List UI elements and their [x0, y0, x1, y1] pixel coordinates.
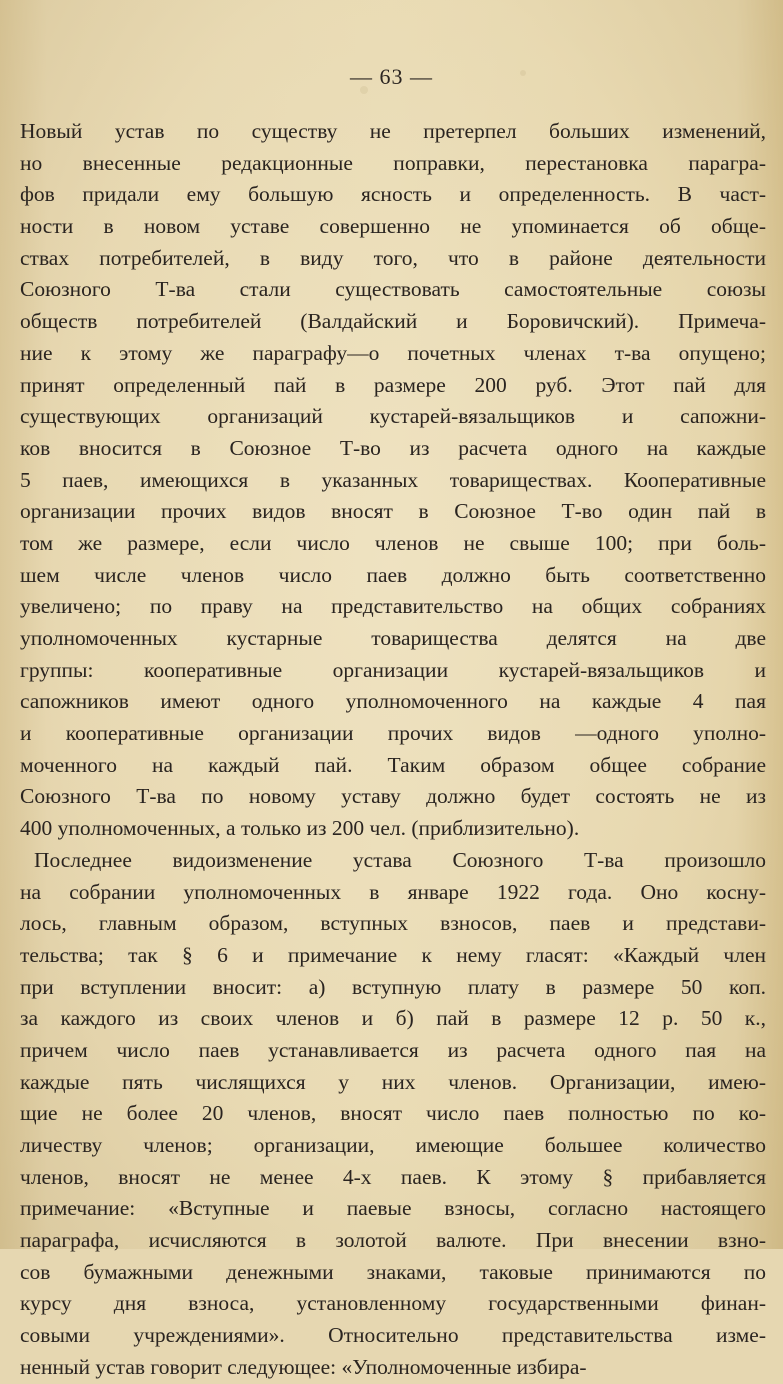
text-line: 400 уполномоченных, а только из 200 чел. (приблизительно).: [20, 816, 580, 841]
text-line: группы: кооперативные организации кустарей-вязальщиков и: [20, 657, 766, 682]
text-line: существующих организаций кустарей-вязальщиков и сапожни-: [20, 404, 766, 429]
text-line: сов бумажными денежными знаками, таковые принимаются по: [20, 1259, 766, 1284]
text-line: за каждого из своих членов и б) пай в размере 12 р. 50 к.,: [20, 1006, 766, 1031]
text-line: лось, главным образом, вступных взносов, паев и представи-: [20, 911, 766, 936]
text-line: Союзного Т-ва стали существовать самостоятельные союзы: [20, 277, 766, 302]
text-line: Новый устав по существу не претерпел больших изменений,: [20, 119, 766, 143]
text-line: тельства; так § 6 и примечание к нему гласят: «Каждый член: [20, 942, 766, 967]
text-line: курсу дня взноса, установленному государственными финан-: [20, 1291, 766, 1316]
text-line: причем число паев устанавливается из расчета одного пая на: [20, 1037, 766, 1062]
text-line: при вступлении вносит: а) вступную плату в размере 50 коп.: [20, 974, 766, 999]
text-line: параграфа, исчисляются в золотой валюте. При внесении взно-: [20, 1228, 766, 1253]
paragraph: [20, 845, 766, 1384]
text-line: 5 паев, имеющихся в указанных товариществах. Кооперативные: [20, 467, 766, 492]
text-line: ков вносится в Союзное Т-во из расчета одного на каждые: [20, 435, 766, 460]
text-line: ности в новом уставе совершенно не упоминается об обще-: [20, 214, 766, 239]
text-line: каждые пять числящихся у них членов. Организации, имею-: [20, 1069, 766, 1094]
text-line: щие не более 20 членов, вносят число паев полностью по ко-: [20, 1101, 766, 1126]
text-line: но внесенные редакционные поправки, перестановка парагра-: [20, 150, 766, 175]
text-line: и кооперативные организации прочих видов —одного уполно-: [20, 721, 766, 746]
paragraph: [20, 116, 766, 845]
text-line: Союзного Т-ва по новому уставу должно будет состоять не из: [20, 784, 766, 809]
text-line: моченного на каждый пай. Таким образом общее собрание: [20, 752, 766, 777]
body-text: [20, 116, 766, 1384]
text-line: обществ потребителей (Валдайский и Боровичский). Примеча-: [20, 309, 766, 334]
text-line: членов, вносят не менее 4-х паев. К этому § прибавляется: [20, 1164, 766, 1189]
text-line: шем числе членов число паев должно быть соответственно: [20, 562, 766, 587]
text-line: ствах потребителей, в виду того, что в районе деятельности: [20, 245, 766, 270]
text-line: увеличено; по праву на представительство на общих собраниях: [20, 594, 766, 619]
page-number: — 63 —: [350, 64, 433, 89]
text-line: том же размере, если число членов не свыше 100; при боль-: [20, 530, 766, 555]
text-line: на собрании уполномоченных в январе 1922 года. Оно косну-: [20, 879, 766, 904]
text-line: примечание: «Вступные и паевые взносы, согласно настоящего: [20, 1196, 766, 1221]
text-line: фов придали ему большую ясность и определенность. В част-: [20, 182, 766, 207]
text-line: совыми учреждениями». Относительно представительства изме-: [20, 1323, 766, 1348]
text-line: ненный устав говорит следующее: «Уполномоченные избира-: [20, 1354, 587, 1379]
text-line: организации прочих видов вносят в Союзное Т-во один пай в: [20, 499, 766, 524]
text-line: сапожников имеют одного уполномоченного на каждые 4 пая: [20, 689, 766, 714]
text-line: ние к этому же параграфу—о почетных членах т-ва опущено;: [20, 340, 766, 365]
text-line: уполномоченных кустарные товарищества делятся на две: [20, 626, 766, 650]
text-line: Последнее видоизменение устава Союзного Т-ва произошло: [34, 847, 766, 872]
text-line: личеству членов; организации, имеющие большее количество: [20, 1133, 766, 1157]
text-line: принят определенный пай в размере 200 руб. Этот пай для: [20, 372, 766, 397]
